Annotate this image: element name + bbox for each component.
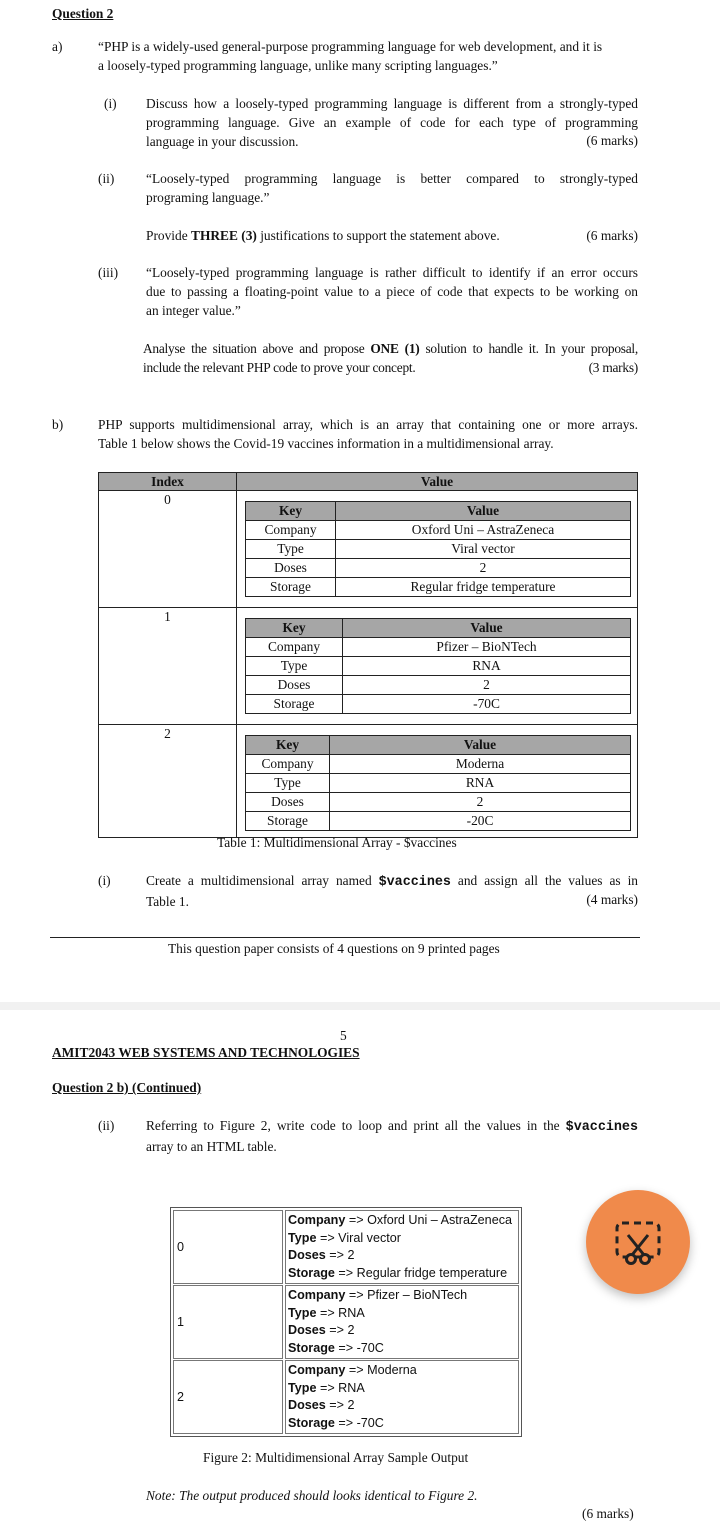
value-cell xyxy=(237,491,638,608)
part-a-quote xyxy=(98,38,638,76)
page-footer: This question paper consists of 4 questions on 9 printed pages xyxy=(168,941,500,956)
value: => -70C xyxy=(334,1340,384,1355)
output-line xyxy=(288,1362,516,1380)
val-cell: RNA xyxy=(330,774,631,793)
sub-iii-line-2: due to passing a floating-point value to a piece of code that expects to be working on xyxy=(146,283,638,299)
sub-b-i-line-1 xyxy=(146,872,638,893)
key-cell: Storage xyxy=(246,695,343,714)
inner-table xyxy=(245,618,631,714)
value: => -70C xyxy=(334,1415,384,1430)
value: => RNA xyxy=(316,1380,365,1395)
val-cell: Pfizer – BioNTech xyxy=(343,638,631,657)
part-b-line-2: Table 1 below shows the Covid-19 vaccines information in a multidimensional array. xyxy=(98,435,554,451)
marks: (6 marks) xyxy=(582,1506,634,1521)
output-line xyxy=(288,1380,516,1398)
value-cell xyxy=(237,608,638,725)
table-row xyxy=(173,1210,519,1284)
sub-ii-label: (ii) xyxy=(98,171,115,186)
inner-table xyxy=(245,735,631,831)
screenshot-scissors-icon xyxy=(586,1190,690,1294)
key-cell: Doses xyxy=(246,559,336,578)
referring-pre: Referring to Figure 2, write code to loop and print all the values in the xyxy=(146,1118,566,1133)
part-b-line-1: PHP supports multidimensional array, which is an array that containing one or more arrays. xyxy=(98,417,638,432)
sub-iii-line-3: an integer value.” xyxy=(146,302,241,318)
key: Company xyxy=(288,1363,346,1377)
sub-ii-instruction xyxy=(146,227,638,246)
val-cell: 2 xyxy=(330,793,631,812)
screenshot-fab-button[interactable] xyxy=(586,1190,690,1294)
value-cell xyxy=(285,1210,519,1284)
index-cell: 0 xyxy=(173,1210,283,1284)
part-b-label: b) xyxy=(52,417,64,432)
value: => 2 xyxy=(325,1398,355,1412)
val-cell: Oxford Uni – AstraZeneca xyxy=(336,521,631,540)
value: => Moderna xyxy=(345,1363,417,1377)
figure-caption: Figure 2: Multidimensional Array Sample Output xyxy=(203,1450,469,1465)
page-number: 5 xyxy=(340,1028,347,1043)
header-value: Value xyxy=(237,473,638,491)
key: Storage xyxy=(288,1340,335,1355)
part-b-text xyxy=(98,416,638,454)
vaccines-code: $vaccines xyxy=(378,875,451,890)
value: => 2 xyxy=(325,1248,355,1262)
output-line xyxy=(288,1212,516,1230)
sub-ii-line-1: “Loosely-typed programming language is better compared to strongly-typed xyxy=(146,171,638,186)
key-cell: Storage xyxy=(246,812,330,831)
footer-divider xyxy=(50,937,640,938)
index-cell: 2 xyxy=(99,725,237,838)
table-row xyxy=(173,1360,519,1434)
key: Type xyxy=(288,1230,317,1245)
val-cell: 2 xyxy=(343,676,631,695)
vaccines-table xyxy=(98,472,638,838)
index-cell: 0 xyxy=(99,491,237,608)
continued-heading: Question 2 b) (Continued) xyxy=(52,1080,202,1095)
sub-ii-line-2: programing language.” xyxy=(146,189,270,205)
note: Note: The output produced should looks identical to Figure 2. xyxy=(146,1488,478,1503)
output-line xyxy=(288,1230,516,1248)
key: Company xyxy=(288,1288,346,1302)
key-cell: Company xyxy=(246,755,330,774)
val-cell: RNA xyxy=(343,657,631,676)
index-cell: 1 xyxy=(173,1285,283,1359)
analyse-line-2: include the relevant PHP code to prove your concept. xyxy=(143,359,416,375)
header-index: Index xyxy=(99,473,237,491)
key-cell: Company xyxy=(246,638,343,657)
output-line xyxy=(288,1247,516,1265)
value-cell xyxy=(285,1360,519,1434)
key: Type xyxy=(288,1305,317,1320)
table-row xyxy=(173,1285,519,1359)
marks: (6 marks) xyxy=(586,133,638,149)
key: Company xyxy=(288,1213,346,1227)
inner-header-key: Key xyxy=(246,736,330,755)
quote-line-1: “PHP is a widely-used general-purpose programming language for web development, and it is xyxy=(98,39,603,54)
val-cell: -20C xyxy=(330,812,631,831)
key: Doses xyxy=(288,1323,326,1337)
inner-header-value: Value xyxy=(336,502,631,521)
table-caption: Table 1: Multidimensional Array - $vaccines xyxy=(217,835,457,850)
sub-iii-instruction xyxy=(143,340,638,378)
sub-b-ii-text xyxy=(146,1117,638,1157)
sub-i-text xyxy=(146,95,638,151)
part-a-label: a) xyxy=(52,39,63,54)
inner-header-value: Value xyxy=(330,736,631,755)
page-separator xyxy=(0,1002,720,1010)
figure-2-output-table xyxy=(170,1207,522,1437)
inner-table xyxy=(245,501,631,597)
sub-b-ii-line-1 xyxy=(146,1117,638,1138)
value-cell xyxy=(285,1285,519,1359)
output-line xyxy=(288,1305,516,1323)
output-line xyxy=(288,1287,516,1305)
create-pre: Create a multidimensional array named xyxy=(146,873,379,888)
create-post: and assign all the values as in xyxy=(450,873,638,888)
marks: (6 marks) xyxy=(586,228,638,244)
provide-post: justifications to support the statement above. xyxy=(256,228,500,243)
key: Storage xyxy=(288,1265,335,1280)
sub-iii-label: (iii) xyxy=(98,265,119,280)
sub-b-ii-line-2: array to an HTML table. xyxy=(146,1138,277,1154)
key: Doses xyxy=(288,1248,326,1262)
sub-i-line-3: language in your discussion. xyxy=(146,133,299,149)
val-cell: Moderna xyxy=(330,755,631,774)
value: => RNA xyxy=(316,1305,365,1320)
output-line xyxy=(288,1322,516,1340)
output-line xyxy=(288,1397,516,1415)
value-cell xyxy=(237,725,638,838)
vaccines-code: $vaccines xyxy=(565,1120,638,1135)
val-cell: 2 xyxy=(336,559,631,578)
sub-i-label: (i) xyxy=(104,96,117,111)
inner-header-value: Value xyxy=(343,619,631,638)
provide-bold: THREE (3) xyxy=(191,228,257,243)
sub-i-line-1: Discuss how a loosely-typed programming language is different from a strongly-typed xyxy=(146,96,638,111)
analyse-post: solution to handle it. In your proposal, xyxy=(419,341,638,356)
marks: (4 marks) xyxy=(586,892,638,908)
sub-iii-line-1: “Loosely-typed programming language is rather difficult to identify if an error occurs xyxy=(146,265,638,280)
sub-b-i-text xyxy=(146,872,638,910)
sub-b-i-label: (i) xyxy=(98,873,111,888)
sub-b-ii-label: (ii) xyxy=(98,1118,115,1133)
key-cell: Doses xyxy=(246,676,343,695)
table-row xyxy=(99,491,638,608)
val-cell: Regular fridge temperature xyxy=(336,578,631,597)
output-line xyxy=(288,1340,516,1358)
analyse-bold: ONE (1) xyxy=(370,341,420,356)
quote-line-2: a loosely-typed programming language, unlike many scripting languages.” xyxy=(98,57,498,73)
provide-pre: Provide xyxy=(146,228,192,243)
output-line xyxy=(288,1265,516,1283)
output-line xyxy=(288,1415,516,1433)
table-row xyxy=(99,608,638,725)
inner-header-key: Key xyxy=(246,619,343,638)
key: Storage xyxy=(288,1415,335,1430)
analyse-pre: Analyse the situation above and propose xyxy=(143,341,371,356)
table-row xyxy=(99,725,638,838)
sub-ii-text xyxy=(146,170,638,208)
index-cell: 2 xyxy=(173,1360,283,1434)
marks: (3 marks) xyxy=(588,360,638,376)
key-cell: Type xyxy=(246,540,336,559)
key-cell: Storage xyxy=(246,578,336,597)
value: => Viral vector xyxy=(316,1230,401,1245)
key-cell: Type xyxy=(246,657,343,676)
analyse-line-1 xyxy=(143,340,638,359)
val-cell: Viral vector xyxy=(336,540,631,559)
key-cell: Doses xyxy=(246,793,330,812)
inner-header-key: Key xyxy=(246,502,336,521)
sub-i-line-2: programming language. Give an example of code for each type of programming xyxy=(146,114,638,130)
key-cell: Company xyxy=(246,521,336,540)
value: => 2 xyxy=(325,1323,355,1337)
key: Doses xyxy=(288,1398,326,1412)
sub-iii-text xyxy=(146,264,638,320)
key: Type xyxy=(288,1380,317,1395)
key-cell: Type xyxy=(246,774,330,793)
value: => Regular fridge temperature xyxy=(334,1265,508,1280)
sub-b-i-line-2: Table 1. xyxy=(146,893,189,909)
course-title: AMIT2043 WEB SYSTEMS AND TECHNOLOGIES xyxy=(52,1045,360,1060)
value: => Oxford Uni – AstraZeneca xyxy=(345,1213,512,1227)
val-cell: -70C xyxy=(343,695,631,714)
index-cell: 1 xyxy=(99,608,237,725)
question-heading: Question 2 xyxy=(52,6,114,21)
value: => Pfizer – BioNTech xyxy=(345,1288,468,1302)
